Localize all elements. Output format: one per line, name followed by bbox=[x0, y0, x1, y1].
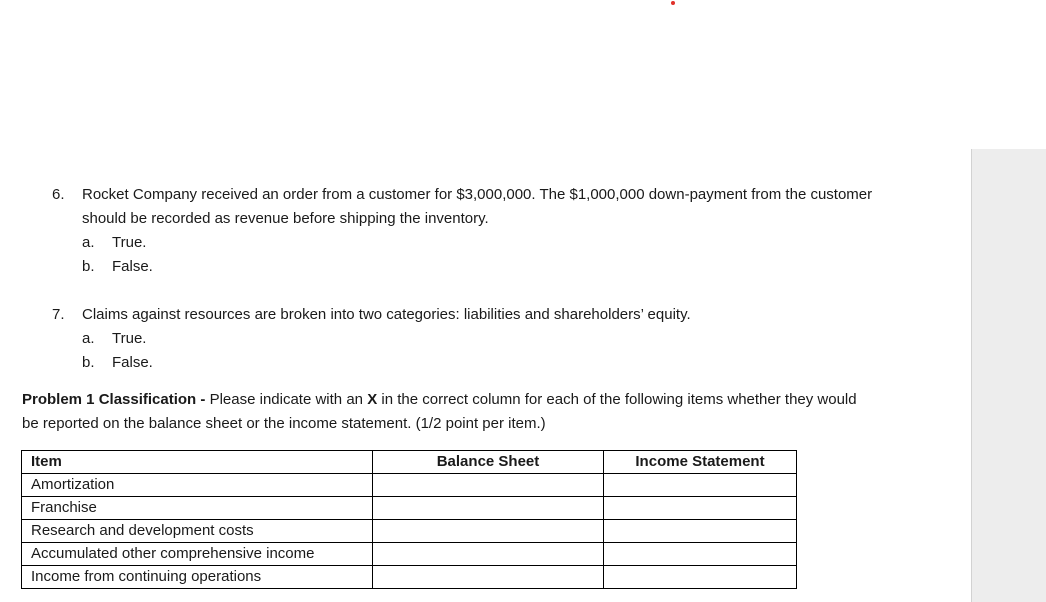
problem-title: Problem 1 Classification bbox=[22, 391, 197, 408]
question-text: Rocket Company received an order from a customer for $3,000,000. The $1,000,000 down-payment from the customer should be recorded as revenue before shipping the inventory. bbox=[82, 186, 873, 227]
red-marker-dot bbox=[671, 1, 675, 5]
option-letter: b. bbox=[82, 354, 95, 371]
table-row bbox=[22, 497, 797, 520]
option-letter: b. bbox=[82, 258, 95, 275]
option-letter: a. bbox=[82, 330, 95, 347]
item-cell: Franchise bbox=[22, 497, 373, 520]
question-6 bbox=[52, 183, 882, 279]
instruction-text: Please indicate with an bbox=[209, 391, 368, 408]
item-cell: Research and development costs bbox=[22, 520, 373, 543]
income-statement-cell[interactable] bbox=[604, 566, 797, 589]
income-statement-cell[interactable] bbox=[604, 474, 797, 497]
table-row bbox=[22, 566, 797, 589]
problem-instructions bbox=[22, 388, 872, 436]
instruction-text: in the correct column for each of the following items whether they would be reported on the balance sheet or the income statement. (1/2 point per item.) bbox=[22, 391, 857, 432]
problem-separator: - bbox=[196, 391, 210, 408]
income-statement-cell[interactable] bbox=[604, 520, 797, 543]
income-statement-cell[interactable] bbox=[604, 543, 797, 566]
item-cell: Accumulated other comprehensive income bbox=[22, 543, 373, 566]
balance-sheet-cell[interactable] bbox=[373, 520, 604, 543]
header-item: Item bbox=[22, 451, 373, 474]
option-letter: a. bbox=[82, 234, 95, 251]
question-7 bbox=[52, 303, 882, 375]
option-text: True. bbox=[112, 234, 147, 251]
item-cell: Income from continuing operations bbox=[22, 566, 373, 589]
question-text: Claims against resources are broken into two categories: liabilities and shareholders’ equity. bbox=[82, 306, 691, 323]
option-text: False. bbox=[112, 354, 153, 371]
income-statement-cell[interactable] bbox=[604, 497, 797, 520]
mark-symbol: X bbox=[367, 391, 378, 408]
balance-sheet-cell[interactable] bbox=[373, 566, 604, 589]
option-a[interactable] bbox=[82, 231, 882, 255]
classification-table bbox=[21, 450, 797, 589]
question-number: 6. bbox=[52, 186, 65, 203]
header-balance-sheet: Balance Sheet bbox=[373, 451, 604, 474]
question-number: 7. bbox=[52, 306, 65, 323]
balance-sheet-cell[interactable] bbox=[373, 474, 604, 497]
table-row bbox=[22, 543, 797, 566]
table-row bbox=[22, 520, 797, 543]
option-b[interactable] bbox=[82, 351, 882, 375]
option-text: True. bbox=[112, 330, 147, 347]
table-row bbox=[22, 474, 797, 497]
balance-sheet-cell[interactable] bbox=[373, 497, 604, 520]
header-income-statement: Income Statement bbox=[604, 451, 797, 474]
balance-sheet-cell[interactable] bbox=[373, 543, 604, 566]
item-cell: Amortization bbox=[22, 474, 373, 497]
side-panel bbox=[971, 149, 1046, 602]
option-text: False. bbox=[112, 258, 153, 275]
table-header-row bbox=[22, 451, 797, 474]
option-a[interactable] bbox=[82, 327, 882, 351]
option-b[interactable] bbox=[82, 255, 882, 279]
